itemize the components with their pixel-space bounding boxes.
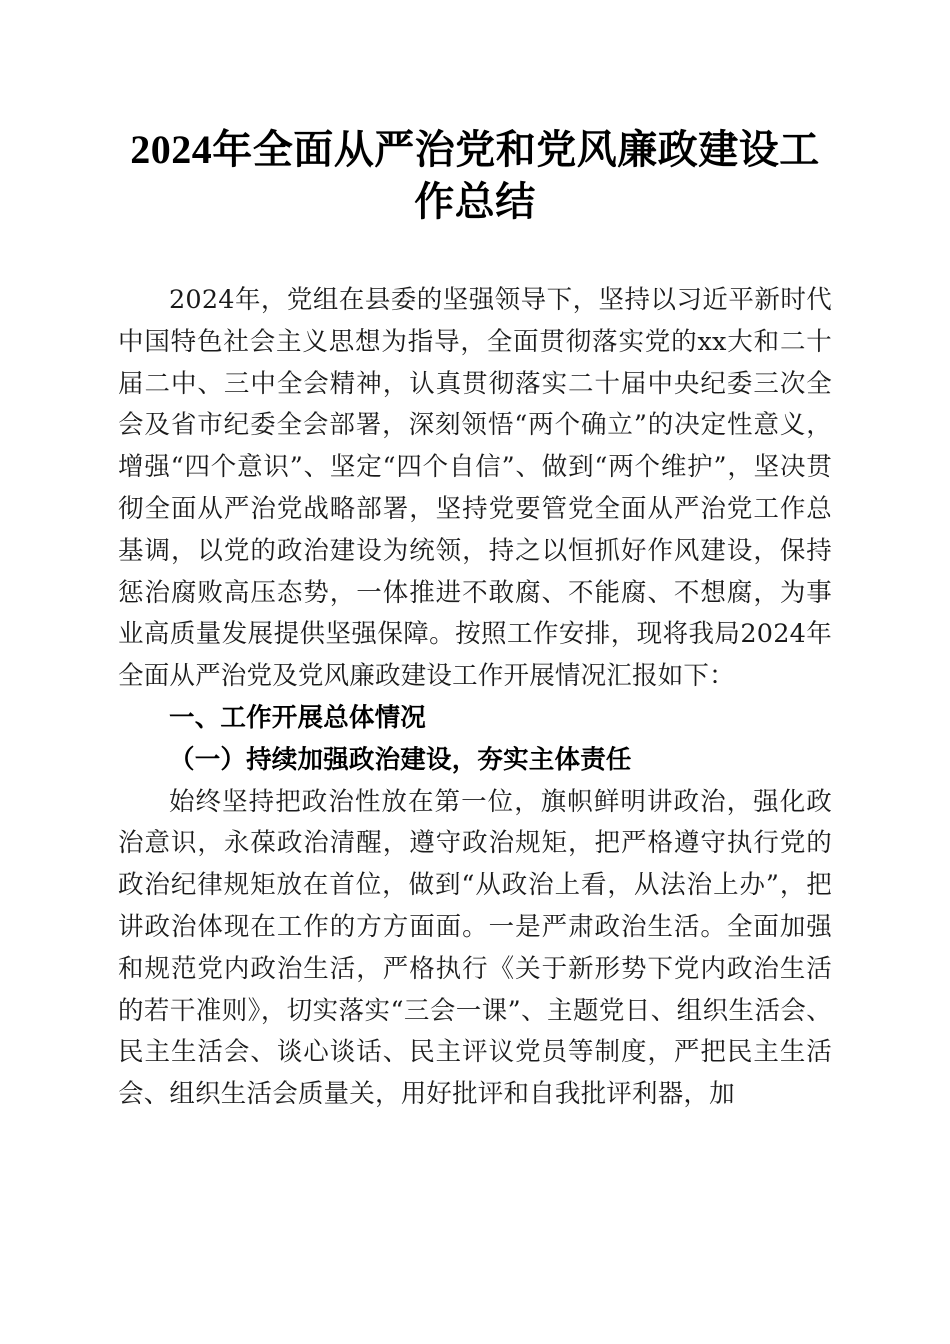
- page-title: 2024年全面从严治党和党风廉政建设工作总结: [130, 127, 820, 224]
- section-heading-work-overview: 一、工作开展总体情况: [169, 703, 427, 732]
- page-body: [118, 0, 832, 1116]
- opening-paragraph: 2024年，党组在县委的坚强领导下，坚持以习近平新时代中国特色社会主义思想为指导，全面贯彻落实党的xx大和二十届二中、三中全会精神，认真贯彻落实二十届中央纪委三次全会及省市纪委全会部署，深刻领悟“两个确立”的决定性意义，增强“四个意识”、坚定“四个自信”、做到“两个维护”，坚决贯彻全面从严治党战略部署，坚持党要管党全面从严治党工作总基调，以党的政治建设为统领，持之以恒抓好作风建设，保持惩治腐败高压态势，一体推进不敢腐、不能腐、不想腐，为事业高质量发展提供坚强保障。按照工作安排，现将我局2024年全面从严治党及党风廉政建设工作开展情况汇报如下：: [118, 285, 832, 692]
- subsection-heading-political-construction: （一）持续加强政治建设，夯实主体责任: [169, 744, 632, 775]
- title-body-spacer: [118, 228, 832, 280]
- subsection-paragraph-political-construction: 始终坚持把政治性放在第一位，旗帜鲜明讲政治，强化政治意识，永葆政治清醒，遵守政治规矩，把严格遵守执行党的政治纪律规矩放在首位，做到“从政治上看，从法治上办”，把讲政治体现在工作的方方面面。一是严肃政治生活。全面加强和规范党内政治生活，严格执行《关于新形势下党内政治生活的若干准则》，切实落实“三会一课”、主题党日、组织生活会、民主生活会、谈心谈话、民主评议党员等制度，严把民主生活会、组织生活会质量关，用好批评和自我批评利器，加: [118, 786, 832, 1110]
